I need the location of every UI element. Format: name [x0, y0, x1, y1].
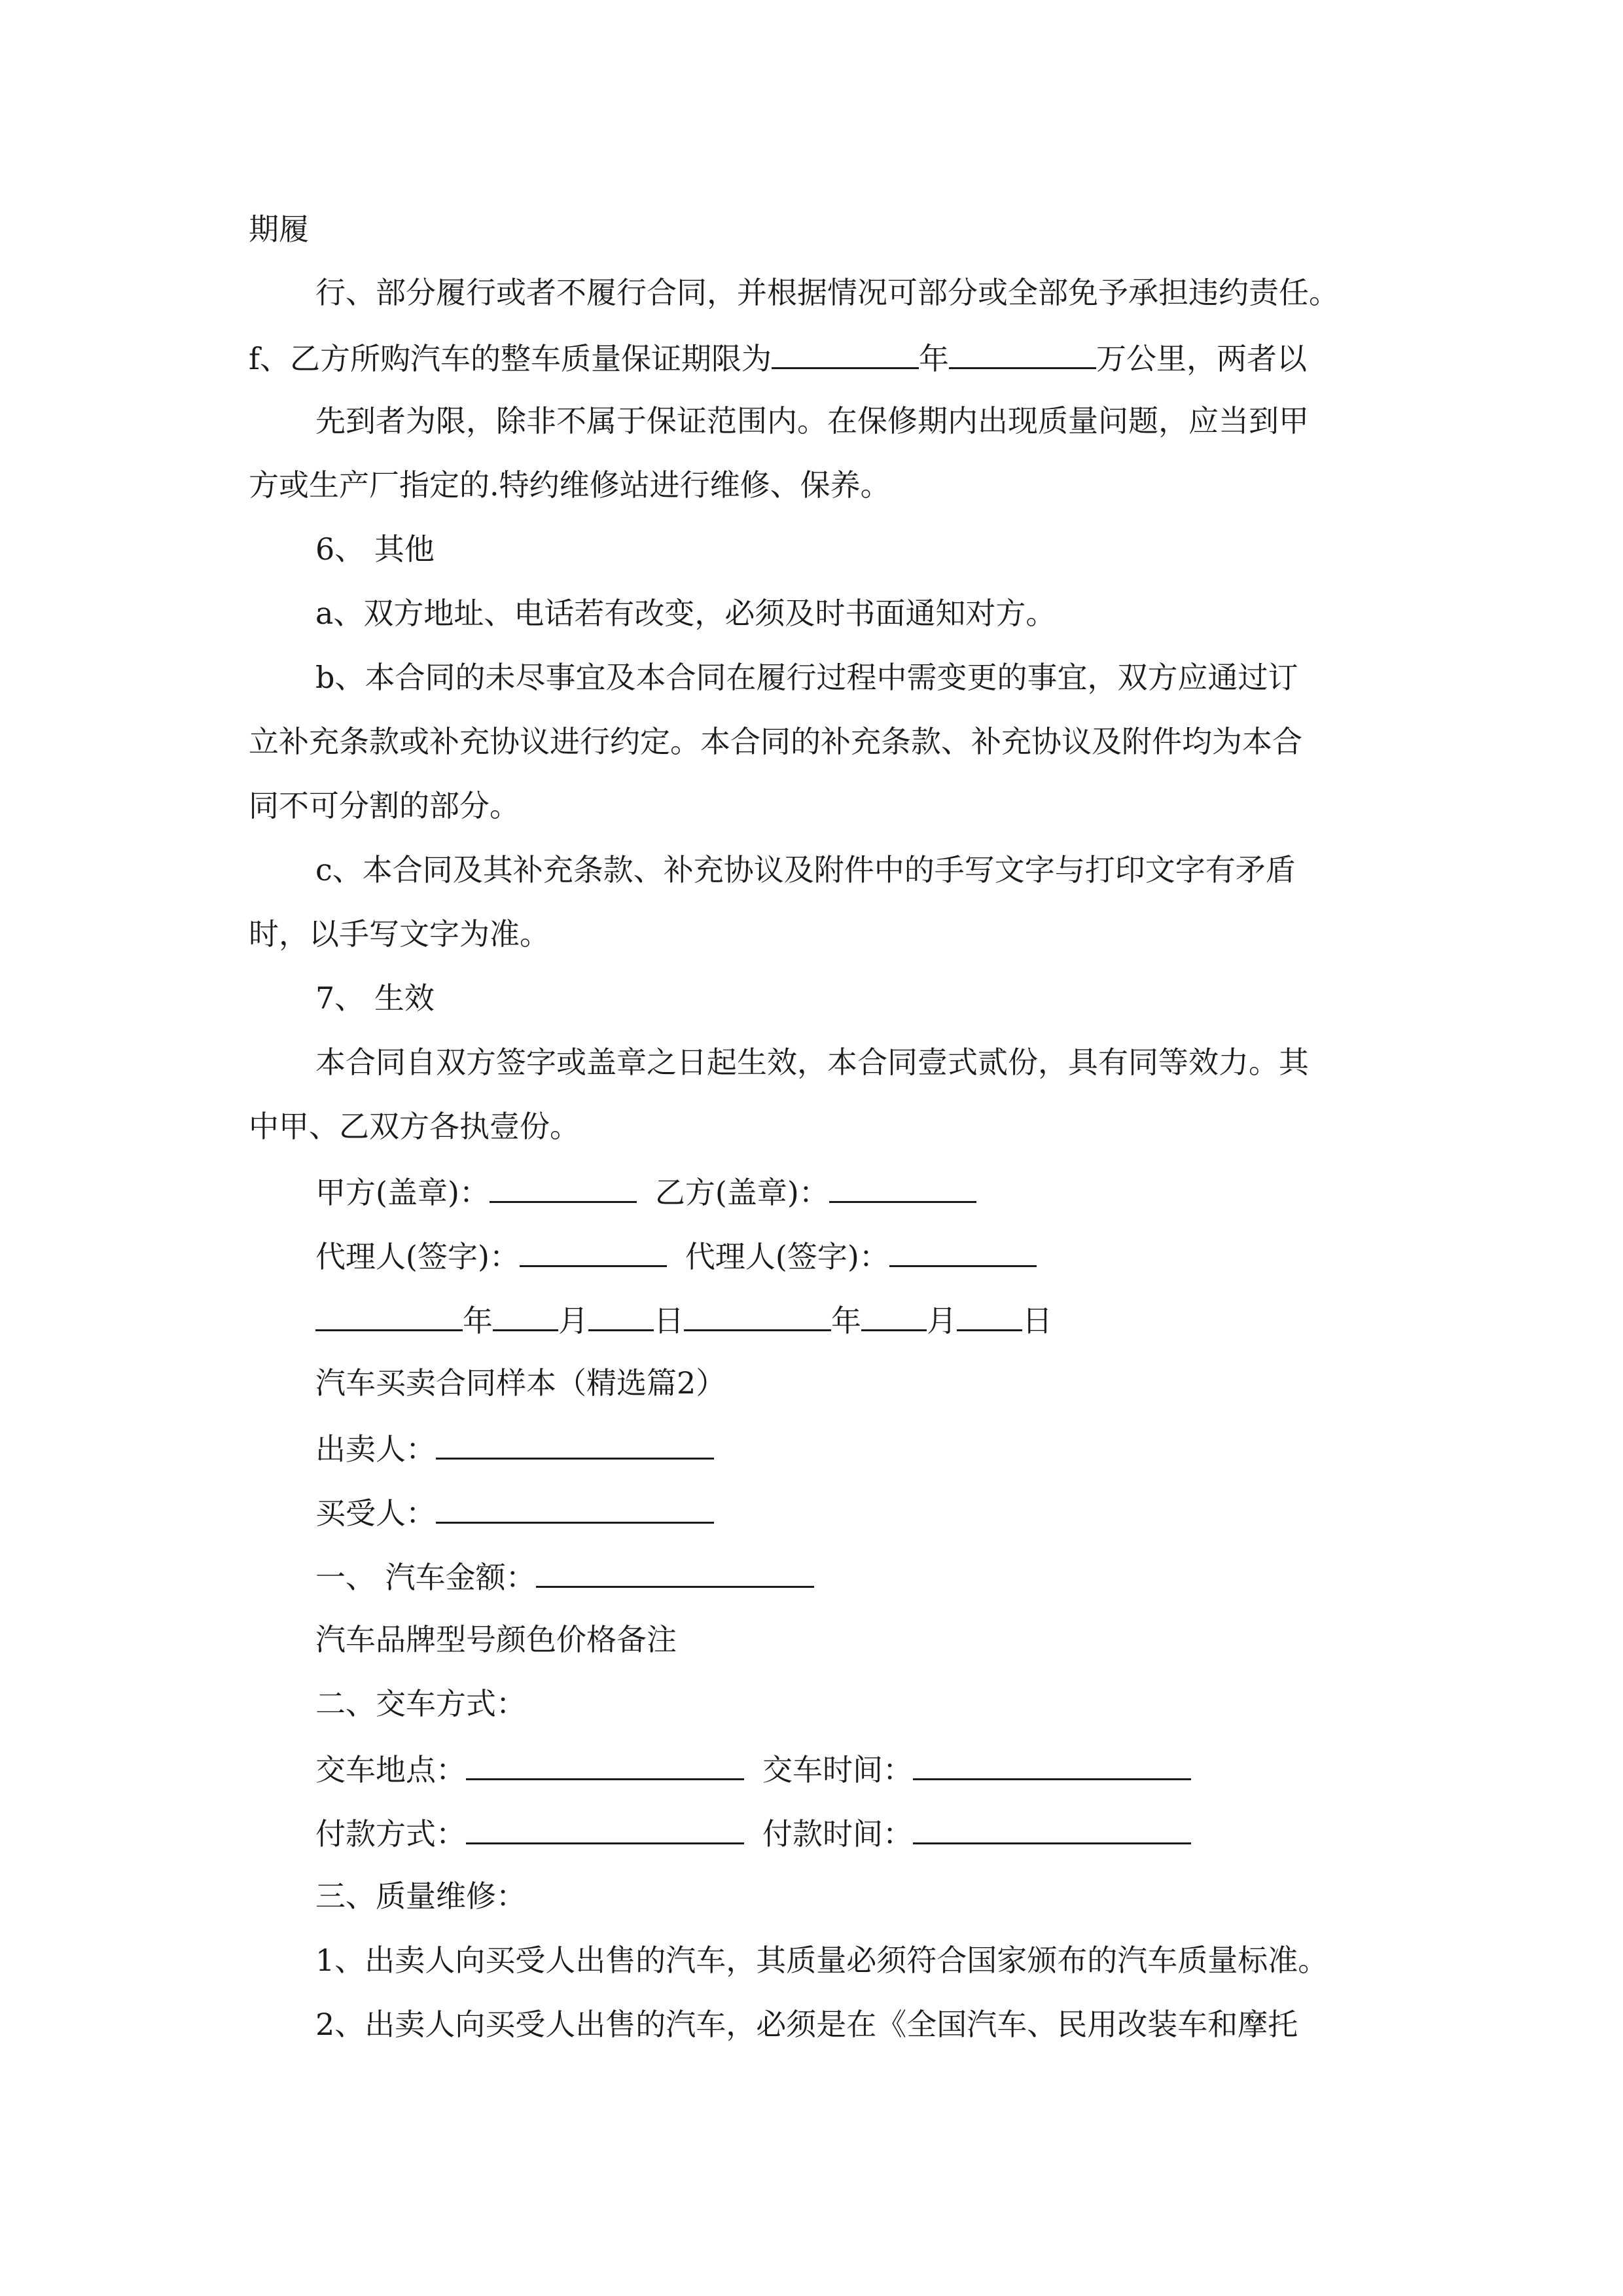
month-label: 月: [927, 1303, 957, 1338]
text-line: 2、出卖人向买受人出售的汽车，必须是在《全国汽车、民用改装车和摩托: [315, 2007, 1298, 2042]
text-line: 本合同自双方签字或盖章之日起生效，本合同壹式贰份，具有同等效力。其: [315, 1045, 1309, 1080]
text-line: 同不可分割的部分。: [249, 788, 520, 823]
date-a-day-blank[interactable]: [588, 1299, 654, 1331]
text-line: 期履: [249, 211, 309, 247]
text-line: 中甲、乙双方各执壹份。: [249, 1109, 580, 1144]
amount-line: [315, 1556, 814, 1597]
payment-line: [315, 1812, 1191, 1854]
agent-line: [315, 1235, 1037, 1276]
text-line: a、双方地址、电话若有改变，必须及时书面通知对方。: [315, 596, 1056, 631]
text-line: 立补充条款或补充协议进行约定。本合同的补充条款、补充协议及附件均为本合: [249, 724, 1302, 759]
date-b-day-blank[interactable]: [957, 1299, 1022, 1331]
text-line: 方或生产厂指定的.特约维修站进行维修、保养。: [249, 467, 891, 503]
warranty-years-blank[interactable]: [772, 337, 919, 369]
date-b-month-blank[interactable]: [861, 1299, 927, 1331]
seal-line: [315, 1171, 976, 1212]
text-line: b、本合同的未尽事宜及本合同在履行过程中需变更的事宜，双方应通过订: [315, 660, 1298, 695]
payment-method-blank[interactable]: [466, 1812, 744, 1844]
car-table-header: 汽车品牌型号颜色价格备注: [315, 1622, 677, 1657]
amount-label: 一、 汽车金额：: [315, 1560, 536, 1595]
agent-b-label: 代理人(签字)：: [685, 1239, 889, 1274]
agent-a-blank[interactable]: [520, 1235, 667, 1267]
section-heading: 7、 生效: [315, 980, 435, 1016]
seller-line: [315, 1427, 714, 1469]
agent-a-label: 代理人(签字)：: [315, 1239, 520, 1274]
date-a-year-blank[interactable]: [315, 1299, 463, 1331]
year-label: 年: [831, 1303, 861, 1338]
text-segment: 万公里，两者以: [1096, 341, 1308, 376]
amount-blank[interactable]: [536, 1556, 814, 1588]
payment-time-label: 付款时间：: [762, 1816, 913, 1852]
text-segment: 年: [919, 341, 950, 376]
seller-label: 出卖人：: [315, 1431, 436, 1467]
warranty-km-blank[interactable]: [949, 337, 1096, 369]
section-heading: 6、 其他: [315, 531, 435, 567]
party-b-seal-blank[interactable]: [829, 1171, 976, 1203]
buyer-label: 买受人：: [315, 1496, 436, 1531]
party-a-seal-blank[interactable]: [490, 1171, 637, 1203]
text-line: 行、部分履行或者不履行合同，并根据情况可部分或全部免予承担违约责任。: [315, 275, 1339, 310]
party-b-seal-label: 乙方(盖章)：: [654, 1175, 829, 1210]
delivery-place-label: 交车地点：: [315, 1752, 466, 1787]
contract-title: 汽车买卖合同样本（精选篇2）: [315, 1365, 726, 1401]
warranty-line: [249, 337, 1307, 378]
buyer-line: [315, 1492, 714, 1533]
section-heading: 三、质量维修：: [315, 1878, 526, 1914]
party-a-seal-label: 甲方(盖章)：: [315, 1175, 490, 1210]
section-heading: 二、交车方式：: [315, 1686, 526, 1721]
delivery-line: [315, 1748, 1191, 1789]
date-b-year-blank[interactable]: [684, 1299, 831, 1331]
payment-time-blank[interactable]: [913, 1812, 1191, 1844]
text-line: 1、出卖人向买受人出售的汽车，其质量必须符合国家颁布的汽车质量标准。: [315, 1943, 1329, 1978]
delivery-place-blank[interactable]: [466, 1748, 744, 1780]
buyer-blank[interactable]: [436, 1492, 714, 1524]
date-a-month-blank[interactable]: [493, 1299, 558, 1331]
month-label: 月: [558, 1303, 588, 1338]
agent-b-blank[interactable]: [889, 1235, 1037, 1267]
text-segment: f、乙方所购汽车的整车质量保证期限为: [249, 341, 772, 376]
year-label: 年: [463, 1303, 493, 1338]
delivery-time-label: 交车时间：: [762, 1752, 913, 1787]
day-label: 日: [654, 1303, 684, 1338]
seller-blank[interactable]: [436, 1427, 714, 1460]
date-line: [315, 1299, 1052, 1340]
payment-method-label: 付款方式：: [315, 1816, 466, 1852]
text-line: 时，以手写文字为准。: [249, 916, 550, 952]
text-line: 先到者为限，除非不属于保证范围内。在保修期内出现质量问题，应当到甲: [315, 403, 1309, 439]
day-label: 日: [1022, 1303, 1052, 1338]
delivery-time-blank[interactable]: [913, 1748, 1191, 1780]
text-line: c、本合同及其补充条款、补充协议及附件中的手写文字与打印文字有矛盾: [315, 852, 1296, 888]
